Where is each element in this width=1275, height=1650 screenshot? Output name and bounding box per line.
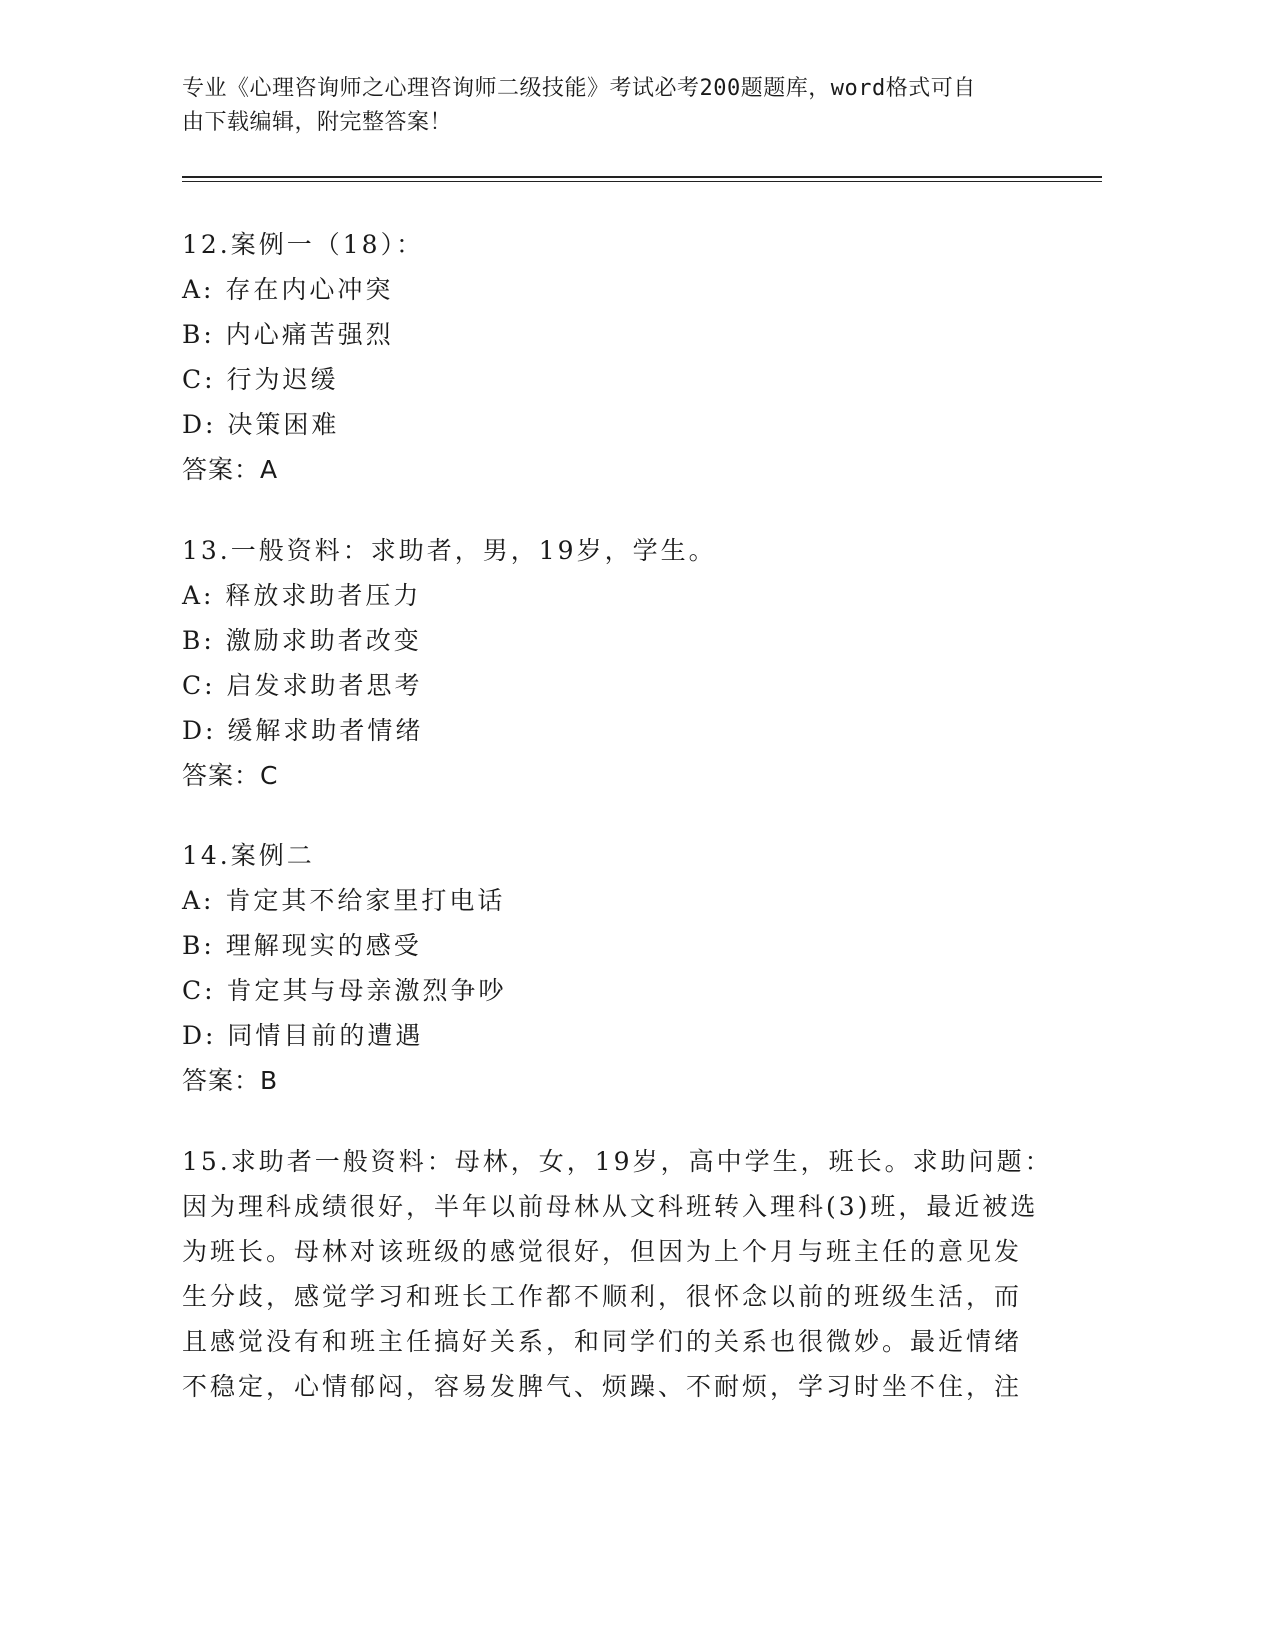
option-b: B: 内心痛苦强烈 <box>182 320 394 349</box>
question-paragraph-line: 不稳定，心情郁闷，容易发脾气、烦躁、不耐烦，学习时坐不住，注 <box>182 1372 1023 1401</box>
question-15 <box>182 1139 1062 1409</box>
question-paragraph-line: 生分歧，感觉学习和班长工作都不顺利，很怀念以前的班级生活，而 <box>182 1282 1023 1311</box>
header-line-2: 由下载编辑，附完整答案！ <box>182 110 453 135</box>
question-title: 14.案例二 <box>182 841 315 870</box>
question-paragraph-line: 为班长。母林对该班级的感觉很好，但因为上个月与班主任的意见发 <box>182 1237 1023 1266</box>
option-a: A: 存在内心冲突 <box>182 275 394 304</box>
question-12 <box>182 222 1062 492</box>
question-title: 12.案例一（18）： <box>182 230 425 259</box>
question-paragraph-line: 因为理科成绩很好，半年以前母林从文科班转入理科(3)班，最近被选 <box>182 1192 1039 1221</box>
question-13 <box>182 528 1062 798</box>
option-c: C: 启发求助者思考 <box>182 671 423 700</box>
header-divider-thin <box>182 181 1102 182</box>
question-paragraph-line: 15.求助者一般资料：母林，女，19岁，高中学生，班长。求助问题： <box>182 1147 1053 1176</box>
option-c: C: 肯定其与母亲激烈争吵 <box>182 976 507 1005</box>
option-b: B: 激励求助者改变 <box>182 626 422 655</box>
option-c: C: 行为迟缓 <box>182 365 339 394</box>
option-d: D: 决策困难 <box>182 410 340 439</box>
document-header <box>182 72 1052 140</box>
question-paragraph-line: 且感觉没有和班主任搞好关系，和同学们的关系也很微妙。最近情绪 <box>182 1327 1023 1356</box>
answer-line: 答案：A <box>182 455 279 484</box>
option-a: A: 释放求助者压力 <box>182 581 422 610</box>
header-divider-thick <box>182 176 1102 178</box>
option-d: D: 缓解求助者情绪 <box>182 716 424 745</box>
question-title: 13.一般资料：求助者，男，19岁，学生。 <box>182 536 717 565</box>
option-d: D: 同情目前的遭遇 <box>182 1021 424 1050</box>
question-14 <box>182 833 1062 1103</box>
answer-line: 答案：C <box>182 761 279 790</box>
option-b: B: 理解现实的感受 <box>182 931 422 960</box>
answer-line: 答案：B <box>182 1066 279 1095</box>
header-line-1: 专业《心理咨询师之心理咨询师二级技能》考试必考200题题库，word格式可自 <box>182 76 976 101</box>
option-a: A: 肯定其不给家里打电话 <box>182 886 506 915</box>
